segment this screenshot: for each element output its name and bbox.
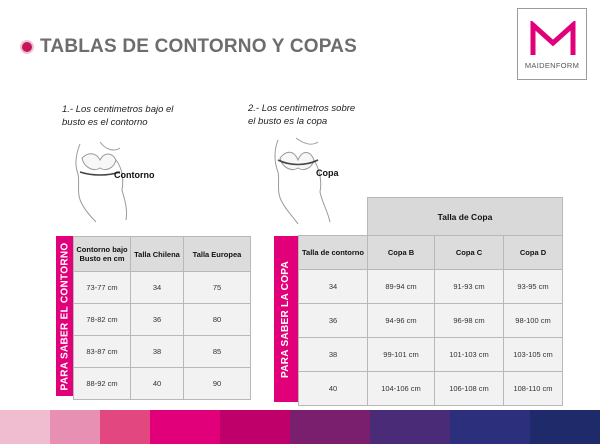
step-2-line-1: 2.- Los centimetros sobre <box>248 103 356 114</box>
table-cell: 89-94 cm <box>368 270 435 304</box>
footer-color-segment <box>530 410 600 444</box>
table-cell: 94-96 cm <box>368 304 435 338</box>
brand-logo <box>517 8 587 80</box>
page-title: TABLAS DE CONTORNO Y COPAS <box>40 36 357 57</box>
footer-color-segment <box>370 410 450 444</box>
header-talla-de-contorno: Talla de contorno <box>299 236 368 270</box>
table-cell: 103-105 cm <box>504 338 563 372</box>
step-1-line-2: busto es el contorno <box>62 117 148 128</box>
step-2-line-2: el busto es la copa <box>248 116 328 127</box>
table-cell: 36 <box>131 304 184 336</box>
table-cell: 90 <box>184 368 251 400</box>
blank-cell <box>299 198 368 236</box>
table-cell: 75 <box>184 272 251 304</box>
footer-color-segment <box>50 410 100 444</box>
header-talla-chilena: Talla Chilena <box>131 237 184 272</box>
table-cell: 78-82 cm <box>74 304 131 336</box>
table-row <box>299 270 563 304</box>
header-copa-b: Copa B <box>368 236 435 270</box>
table-cell: 40 <box>299 372 368 406</box>
footer-color-segment <box>100 410 150 444</box>
table-row <box>74 336 251 368</box>
footer-color-segment <box>150 410 220 444</box>
table-row <box>299 338 563 372</box>
step-2-text <box>248 102 355 128</box>
table-header-row <box>74 237 251 272</box>
copa-table <box>298 197 563 406</box>
footer-color-segment <box>0 410 50 444</box>
header-contorno-bajo-busto: Contorno bajo Busto en cm <box>74 237 131 272</box>
side-bar-copa <box>274 236 298 402</box>
bullet-icon <box>22 42 32 52</box>
table-cell: 73-77 cm <box>74 272 131 304</box>
footer-color-segment <box>450 410 530 444</box>
table-cell: 38 <box>131 336 184 368</box>
header-talla-europea: Talla Europea <box>184 237 251 272</box>
table-cell: 40 <box>131 368 184 400</box>
contorno-table <box>73 236 251 400</box>
table-cell: 104-106 cm <box>368 372 435 406</box>
table-cell: 101-103 cm <box>435 338 504 372</box>
step-1-line-1: 1.- Los centimetros bajo el <box>62 104 174 115</box>
copa-label: Copa <box>316 168 339 178</box>
header-copa-d: Copa D <box>504 236 563 270</box>
table-cell: 88-92 cm <box>74 368 131 400</box>
table-cell: 99-101 cm <box>368 338 435 372</box>
footer-color-segment <box>220 410 290 444</box>
table-header-row <box>299 236 563 270</box>
side-label-contorno: PARA SABER EL CONTORNO <box>59 242 71 390</box>
table-cell: 38 <box>299 338 368 372</box>
table-cell: 34 <box>299 270 368 304</box>
table-cell: 83-87 cm <box>74 336 131 368</box>
table-row <box>74 304 251 336</box>
table-row <box>299 304 563 338</box>
side-bar-contorno <box>56 236 73 396</box>
header-copa-c: Copa C <box>435 236 504 270</box>
table-cell: 106-108 cm <box>435 372 504 406</box>
table-cell: 80 <box>184 304 251 336</box>
footer-color-segment <box>290 410 370 444</box>
table-cell: 91-93 cm <box>435 270 504 304</box>
header-talla-de-copa: Talla de Copa <box>368 198 563 236</box>
table-cell: 36 <box>299 304 368 338</box>
table-row <box>299 372 563 406</box>
table-row <box>74 368 251 400</box>
title-row <box>22 36 357 58</box>
contorno-label: Contorno <box>114 170 155 180</box>
side-label-copa: PARA SABER LA COPA <box>280 260 292 378</box>
table-cell: 108-110 cm <box>504 372 563 406</box>
table-cell: 85 <box>184 336 251 368</box>
table-cell: 96-98 cm <box>435 304 504 338</box>
bust-figure-contorno <box>66 138 156 228</box>
step-1-text <box>62 103 173 129</box>
m-logo-icon <box>530 21 576 57</box>
footer-color-stripe <box>0 410 600 444</box>
table-cell: 34 <box>131 272 184 304</box>
table-cell: 93-95 cm <box>504 270 563 304</box>
table-group-header-row <box>299 198 563 236</box>
brand-logo-text: MAIDENFORM <box>524 61 580 70</box>
table-row <box>74 272 251 304</box>
table-cell: 98-100 cm <box>504 304 563 338</box>
